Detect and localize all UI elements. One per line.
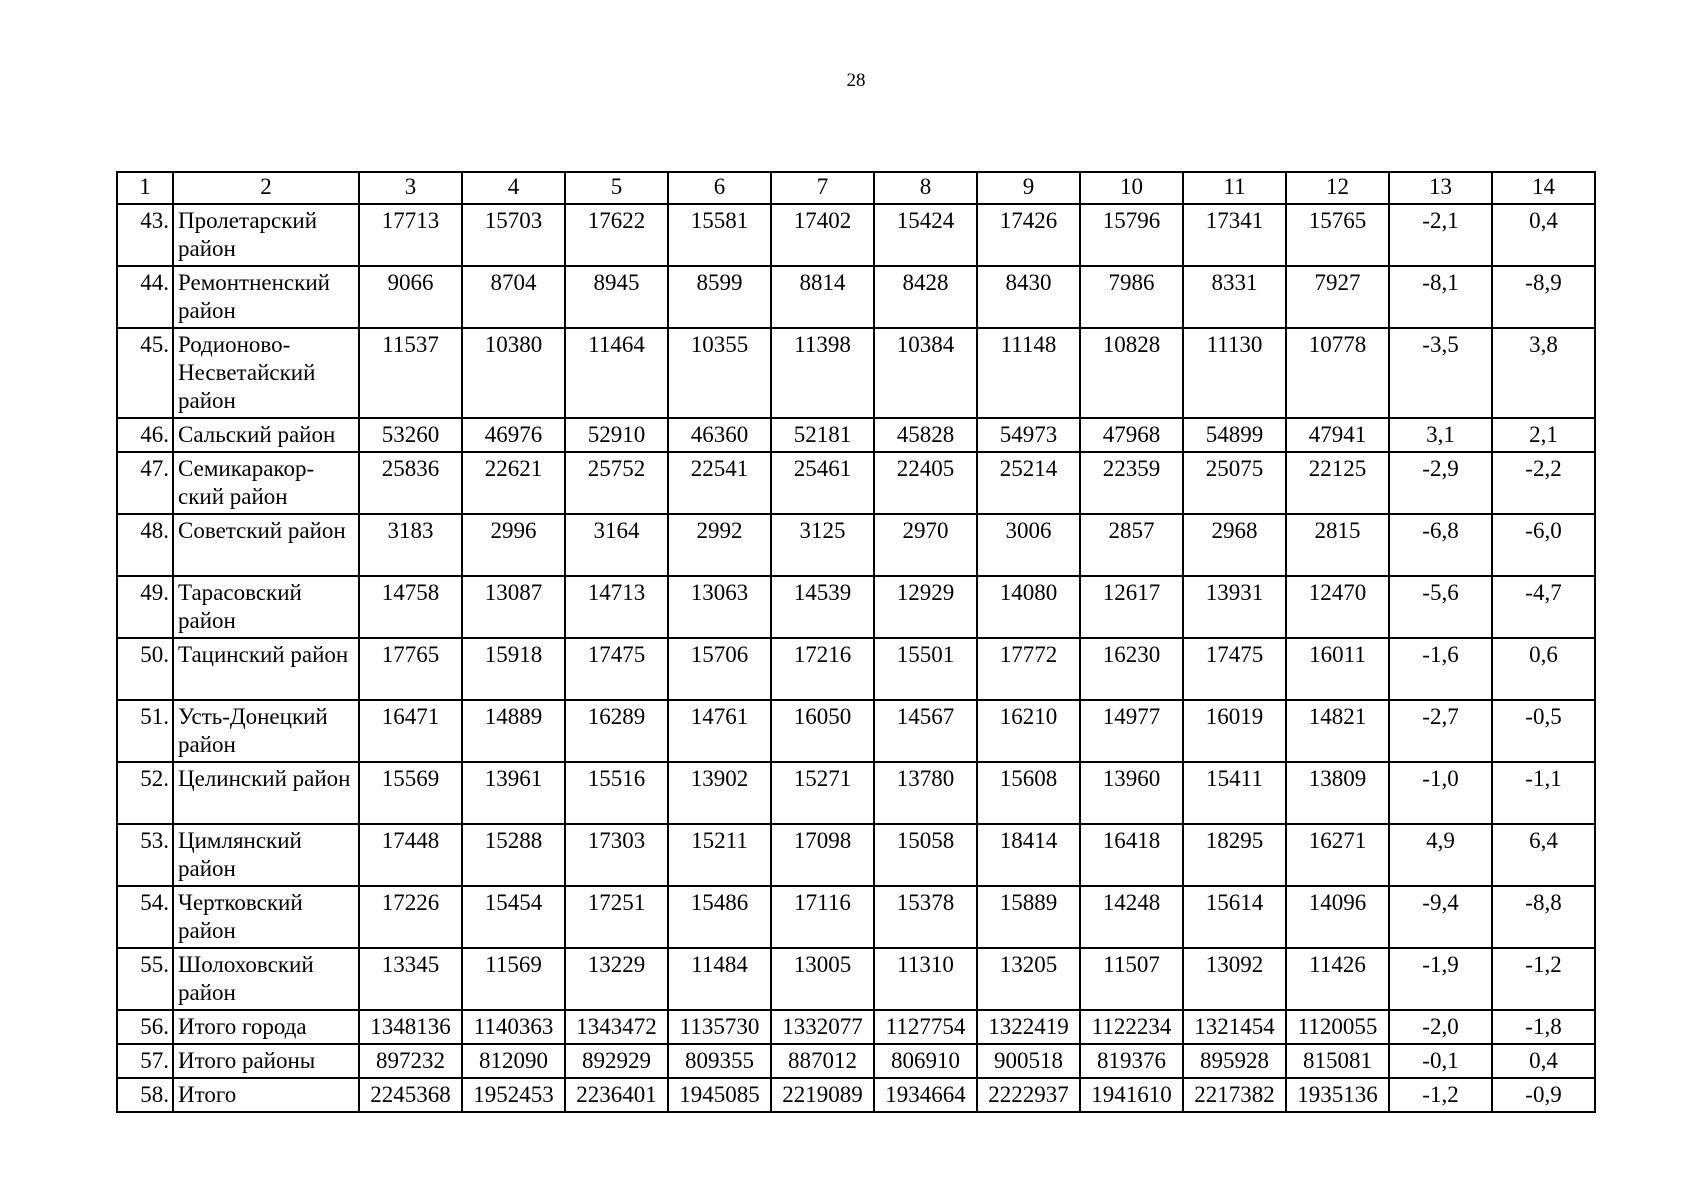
value-cell-col-9: 13205 bbox=[977, 948, 1080, 1010]
value-cell-col-5: 14713 bbox=[565, 576, 668, 638]
row-number-cell: 44. bbox=[117, 266, 173, 328]
value-cell-col-8: 14567 bbox=[874, 700, 977, 762]
value-cell-col-14: -4,7 bbox=[1492, 576, 1595, 638]
value-cell-col-13: -2,1 bbox=[1389, 204, 1492, 266]
value-cell-col-13: -2,9 bbox=[1389, 452, 1492, 514]
value-cell-col-11: 15411 bbox=[1183, 762, 1286, 824]
row-number-cell: 55. bbox=[117, 948, 173, 1010]
district-name-cell: Целинский район bbox=[173, 762, 359, 824]
value-cell-col-12: 14096 bbox=[1286, 886, 1389, 948]
value-cell-col-13: -8,1 bbox=[1389, 266, 1492, 328]
value-cell-col-4: 1952453 bbox=[462, 1078, 565, 1112]
value-cell-col-11: 13931 bbox=[1183, 576, 1286, 638]
value-cell-col-9: 54973 bbox=[977, 418, 1080, 452]
value-cell-col-14: -8,8 bbox=[1492, 886, 1595, 948]
value-cell-col-7: 16050 bbox=[771, 700, 874, 762]
table-header-row bbox=[117, 172, 1595, 204]
district-name-cell: Семикаракор-ский район bbox=[173, 452, 359, 514]
value-cell-col-10: 47968 bbox=[1080, 418, 1183, 452]
value-cell-col-13: -2,0 bbox=[1389, 1010, 1492, 1044]
value-cell-col-6: 15581 bbox=[668, 204, 771, 266]
row-number-cell: 52. bbox=[117, 762, 173, 824]
value-cell-col-11: 18295 bbox=[1183, 824, 1286, 886]
column-header-13: 13 bbox=[1389, 172, 1492, 204]
district-name-cell: Советский район bbox=[173, 514, 359, 576]
value-cell-col-9: 25214 bbox=[977, 452, 1080, 514]
value-cell-col-9: 16210 bbox=[977, 700, 1080, 762]
value-cell-col-4: 1140363 bbox=[462, 1010, 565, 1044]
value-cell-col-6: 11484 bbox=[668, 948, 771, 1010]
value-cell-col-12: 22125 bbox=[1286, 452, 1389, 514]
value-cell-col-11: 54899 bbox=[1183, 418, 1286, 452]
value-cell-col-9: 18414 bbox=[977, 824, 1080, 886]
value-cell-col-6: 22541 bbox=[668, 452, 771, 514]
table-row bbox=[117, 328, 1595, 418]
value-cell-col-10: 15796 bbox=[1080, 204, 1183, 266]
value-cell-col-13: -3,5 bbox=[1389, 328, 1492, 418]
value-cell-col-3: 14758 bbox=[359, 576, 462, 638]
value-cell-col-5: 3164 bbox=[565, 514, 668, 576]
value-cell-col-4: 15288 bbox=[462, 824, 565, 886]
value-cell-col-3: 17765 bbox=[359, 638, 462, 700]
column-header-11: 11 bbox=[1183, 172, 1286, 204]
value-cell-col-12: 16271 bbox=[1286, 824, 1389, 886]
value-cell-col-4: 8704 bbox=[462, 266, 565, 328]
value-cell-col-3: 17448 bbox=[359, 824, 462, 886]
value-cell-col-12: 2815 bbox=[1286, 514, 1389, 576]
value-cell-col-10: 1941610 bbox=[1080, 1078, 1183, 1112]
value-cell-col-9: 14080 bbox=[977, 576, 1080, 638]
value-cell-col-13: -1,0 bbox=[1389, 762, 1492, 824]
value-cell-col-9: 15608 bbox=[977, 762, 1080, 824]
value-cell-col-3: 17713 bbox=[359, 204, 462, 266]
value-cell-col-10: 7986 bbox=[1080, 266, 1183, 328]
value-cell-col-3: 3183 bbox=[359, 514, 462, 576]
value-cell-col-5: 25752 bbox=[565, 452, 668, 514]
value-cell-col-7: 15271 bbox=[771, 762, 874, 824]
value-cell-col-8: 22405 bbox=[874, 452, 977, 514]
value-cell-col-12: 11426 bbox=[1286, 948, 1389, 1010]
value-cell-col-11: 8331 bbox=[1183, 266, 1286, 328]
column-header-12: 12 bbox=[1286, 172, 1389, 204]
value-cell-col-8: 15058 bbox=[874, 824, 977, 886]
value-cell-col-14: 0,6 bbox=[1492, 638, 1595, 700]
column-header-8: 8 bbox=[874, 172, 977, 204]
value-cell-col-6: 10355 bbox=[668, 328, 771, 418]
value-cell-col-13: -1,9 bbox=[1389, 948, 1492, 1010]
value-cell-col-10: 10828 bbox=[1080, 328, 1183, 418]
table-row bbox=[117, 418, 1595, 452]
value-cell-col-7: 17116 bbox=[771, 886, 874, 948]
table-row bbox=[117, 762, 1595, 824]
value-cell-col-9: 15889 bbox=[977, 886, 1080, 948]
district-name-cell: Тарасовский район bbox=[173, 576, 359, 638]
value-cell-col-4: 15454 bbox=[462, 886, 565, 948]
column-header-3: 3 bbox=[359, 172, 462, 204]
value-cell-col-6: 13902 bbox=[668, 762, 771, 824]
value-cell-col-4: 46976 bbox=[462, 418, 565, 452]
table-row bbox=[117, 576, 1595, 638]
value-cell-col-13: -1,6 bbox=[1389, 638, 1492, 700]
value-cell-col-3: 11537 bbox=[359, 328, 462, 418]
district-name-cell: Ремонтненский район bbox=[173, 266, 359, 328]
district-name-cell: Родионово-Несветайский район bbox=[173, 328, 359, 418]
table-row bbox=[117, 700, 1595, 762]
value-cell-col-5: 2236401 bbox=[565, 1078, 668, 1112]
value-cell-col-9: 1322419 bbox=[977, 1010, 1080, 1044]
value-cell-col-11: 17341 bbox=[1183, 204, 1286, 266]
value-cell-col-3: 17226 bbox=[359, 886, 462, 948]
value-cell-col-3: 9066 bbox=[359, 266, 462, 328]
value-cell-col-13: 3,1 bbox=[1389, 418, 1492, 452]
value-cell-col-12: 15765 bbox=[1286, 204, 1389, 266]
value-cell-col-8: 1934664 bbox=[874, 1078, 977, 1112]
district-name-cell: Тацинский район bbox=[173, 638, 359, 700]
table-body bbox=[117, 172, 1595, 1112]
value-cell-col-5: 892929 bbox=[565, 1044, 668, 1078]
row-number-cell: 43. bbox=[117, 204, 173, 266]
table-row bbox=[117, 948, 1595, 1010]
table-row bbox=[117, 1044, 1595, 1078]
value-cell-col-9: 17772 bbox=[977, 638, 1080, 700]
row-number-cell: 50. bbox=[117, 638, 173, 700]
value-cell-col-5: 17303 bbox=[565, 824, 668, 886]
column-header-5: 5 bbox=[565, 172, 668, 204]
value-cell-col-10: 14977 bbox=[1080, 700, 1183, 762]
value-cell-col-6: 8599 bbox=[668, 266, 771, 328]
table-row bbox=[117, 266, 1595, 328]
value-cell-col-12: 12470 bbox=[1286, 576, 1389, 638]
value-cell-col-7: 3125 bbox=[771, 514, 874, 576]
value-cell-col-8: 806910 bbox=[874, 1044, 977, 1078]
value-cell-col-14: 0,4 bbox=[1492, 1044, 1595, 1078]
value-cell-col-9: 2222937 bbox=[977, 1078, 1080, 1112]
value-cell-col-6: 14761 bbox=[668, 700, 771, 762]
value-cell-col-12: 10778 bbox=[1286, 328, 1389, 418]
value-cell-col-8: 45828 bbox=[874, 418, 977, 452]
value-cell-col-9: 3006 bbox=[977, 514, 1080, 576]
data-table bbox=[116, 171, 1596, 1113]
value-cell-col-6: 1945085 bbox=[668, 1078, 771, 1112]
district-name-cell: Усть-Донецкий район bbox=[173, 700, 359, 762]
value-cell-col-7: 2219089 bbox=[771, 1078, 874, 1112]
value-cell-col-8: 2970 bbox=[874, 514, 977, 576]
value-cell-col-7: 17098 bbox=[771, 824, 874, 886]
value-cell-col-14: 6,4 bbox=[1492, 824, 1595, 886]
table-row bbox=[117, 886, 1595, 948]
value-cell-col-7: 17402 bbox=[771, 204, 874, 266]
value-cell-col-12: 13809 bbox=[1286, 762, 1389, 824]
value-cell-col-11: 13092 bbox=[1183, 948, 1286, 1010]
column-header-10: 10 bbox=[1080, 172, 1183, 204]
value-cell-col-4: 15918 bbox=[462, 638, 565, 700]
value-cell-col-6: 46360 bbox=[668, 418, 771, 452]
value-cell-col-9: 11148 bbox=[977, 328, 1080, 418]
value-cell-col-6: 15706 bbox=[668, 638, 771, 700]
value-cell-col-8: 15501 bbox=[874, 638, 977, 700]
value-cell-col-6: 15211 bbox=[668, 824, 771, 886]
value-cell-col-6: 15486 bbox=[668, 886, 771, 948]
value-cell-col-10: 11507 bbox=[1080, 948, 1183, 1010]
value-cell-col-4: 13961 bbox=[462, 762, 565, 824]
row-number-cell: 53. bbox=[117, 824, 173, 886]
value-cell-col-10: 22359 bbox=[1080, 452, 1183, 514]
value-cell-col-7: 8814 bbox=[771, 266, 874, 328]
value-cell-col-14: -6,0 bbox=[1492, 514, 1595, 576]
value-cell-col-11: 895928 bbox=[1183, 1044, 1286, 1078]
value-cell-col-5: 16289 bbox=[565, 700, 668, 762]
value-cell-col-12: 7927 bbox=[1286, 266, 1389, 328]
value-cell-col-14: -0,9 bbox=[1492, 1078, 1595, 1112]
column-header-9: 9 bbox=[977, 172, 1080, 204]
row-number-cell: 54. bbox=[117, 886, 173, 948]
value-cell-col-3: 16471 bbox=[359, 700, 462, 762]
value-cell-col-5: 17475 bbox=[565, 638, 668, 700]
district-name-cell: Цимлянский район bbox=[173, 824, 359, 886]
value-cell-col-3: 15569 bbox=[359, 762, 462, 824]
district-name-cell: Итого районы bbox=[173, 1044, 359, 1078]
value-cell-col-4: 13087 bbox=[462, 576, 565, 638]
value-cell-col-11: 11130 bbox=[1183, 328, 1286, 418]
value-cell-col-3: 2245368 bbox=[359, 1078, 462, 1112]
row-number-cell: 46. bbox=[117, 418, 173, 452]
value-cell-col-4: 812090 bbox=[462, 1044, 565, 1078]
value-cell-col-14: -8,9 bbox=[1492, 266, 1595, 328]
district-name-cell: Итого города bbox=[173, 1010, 359, 1044]
district-name-cell: Сальский район bbox=[173, 418, 359, 452]
value-cell-col-6: 1135730 bbox=[668, 1010, 771, 1044]
value-cell-col-7: 13005 bbox=[771, 948, 874, 1010]
value-cell-col-10: 14248 bbox=[1080, 886, 1183, 948]
value-cell-col-13: -6,8 bbox=[1389, 514, 1492, 576]
value-cell-col-6: 13063 bbox=[668, 576, 771, 638]
row-number-cell: 49. bbox=[117, 576, 173, 638]
value-cell-col-8: 15424 bbox=[874, 204, 977, 266]
value-cell-col-12: 1935136 bbox=[1286, 1078, 1389, 1112]
value-cell-col-3: 53260 bbox=[359, 418, 462, 452]
value-cell-col-12: 14821 bbox=[1286, 700, 1389, 762]
column-header-14: 14 bbox=[1492, 172, 1595, 204]
column-header-2: 2 bbox=[173, 172, 359, 204]
value-cell-col-5: 1343472 bbox=[565, 1010, 668, 1044]
value-cell-col-11: 17475 bbox=[1183, 638, 1286, 700]
column-header-4: 4 bbox=[462, 172, 565, 204]
value-cell-col-8: 12929 bbox=[874, 576, 977, 638]
value-cell-col-3: 13345 bbox=[359, 948, 462, 1010]
value-cell-col-4: 22621 bbox=[462, 452, 565, 514]
value-cell-col-11: 15614 bbox=[1183, 886, 1286, 948]
value-cell-col-5: 11464 bbox=[565, 328, 668, 418]
table-row bbox=[117, 514, 1595, 576]
value-cell-col-8: 13780 bbox=[874, 762, 977, 824]
table-row bbox=[117, 204, 1595, 266]
value-cell-col-5: 52910 bbox=[565, 418, 668, 452]
district-name-cell: Пролетарский район bbox=[173, 204, 359, 266]
value-cell-col-5: 17251 bbox=[565, 886, 668, 948]
value-cell-col-14: 2,1 bbox=[1492, 418, 1595, 452]
value-cell-col-7: 887012 bbox=[771, 1044, 874, 1078]
value-cell-col-10: 12617 bbox=[1080, 576, 1183, 638]
row-number-cell: 48. bbox=[117, 514, 173, 576]
value-cell-col-9: 8430 bbox=[977, 266, 1080, 328]
value-cell-col-9: 900518 bbox=[977, 1044, 1080, 1078]
value-cell-col-7: 1332077 bbox=[771, 1010, 874, 1044]
page-number: 28 bbox=[846, 70, 866, 91]
value-cell-col-8: 8428 bbox=[874, 266, 977, 328]
value-cell-col-13: -1,2 bbox=[1389, 1078, 1492, 1112]
value-cell-col-3: 25836 bbox=[359, 452, 462, 514]
value-cell-col-6: 809355 bbox=[668, 1044, 771, 1078]
row-number-cell: 47. bbox=[117, 452, 173, 514]
value-cell-col-14: -1,2 bbox=[1492, 948, 1595, 1010]
value-cell-col-10: 16230 bbox=[1080, 638, 1183, 700]
value-cell-col-4: 11569 bbox=[462, 948, 565, 1010]
district-name-cell: Шолоховский район bbox=[173, 948, 359, 1010]
value-cell-col-11: 25075 bbox=[1183, 452, 1286, 514]
table-row bbox=[117, 1078, 1595, 1112]
value-cell-col-7: 52181 bbox=[771, 418, 874, 452]
table-row bbox=[117, 638, 1595, 700]
district-name-cell: Чертковский район bbox=[173, 886, 359, 948]
value-cell-col-12: 47941 bbox=[1286, 418, 1389, 452]
table-row bbox=[117, 1010, 1595, 1044]
column-header-1: 1 bbox=[117, 172, 173, 204]
row-number-cell: 57. bbox=[117, 1044, 173, 1078]
value-cell-col-8: 10384 bbox=[874, 328, 977, 418]
value-cell-col-4: 2996 bbox=[462, 514, 565, 576]
value-cell-col-10: 16418 bbox=[1080, 824, 1183, 886]
value-cell-col-7: 25461 bbox=[771, 452, 874, 514]
value-cell-col-12: 1120055 bbox=[1286, 1010, 1389, 1044]
value-cell-col-7: 17216 bbox=[771, 638, 874, 700]
value-cell-col-13: -9,4 bbox=[1389, 886, 1492, 948]
value-cell-col-4: 10380 bbox=[462, 328, 565, 418]
value-cell-col-8: 15378 bbox=[874, 886, 977, 948]
value-cell-col-14: -1,1 bbox=[1492, 762, 1595, 824]
value-cell-col-9: 17426 bbox=[977, 204, 1080, 266]
row-number-cell: 51. bbox=[117, 700, 173, 762]
value-cell-col-13: -0,1 bbox=[1389, 1044, 1492, 1078]
value-cell-col-8: 11310 bbox=[874, 948, 977, 1010]
value-cell-col-5: 17622 bbox=[565, 204, 668, 266]
value-cell-col-8: 1127754 bbox=[874, 1010, 977, 1044]
value-cell-col-10: 819376 bbox=[1080, 1044, 1183, 1078]
value-cell-col-7: 14539 bbox=[771, 576, 874, 638]
value-cell-col-6: 2992 bbox=[668, 514, 771, 576]
value-cell-col-14: -1,8 bbox=[1492, 1010, 1595, 1044]
value-cell-col-3: 1348136 bbox=[359, 1010, 462, 1044]
value-cell-col-5: 8945 bbox=[565, 266, 668, 328]
value-cell-col-10: 1122234 bbox=[1080, 1010, 1183, 1044]
column-header-6: 6 bbox=[668, 172, 771, 204]
value-cell-col-5: 15516 bbox=[565, 762, 668, 824]
value-cell-col-11: 2968 bbox=[1183, 514, 1286, 576]
value-cell-col-10: 13960 bbox=[1080, 762, 1183, 824]
value-cell-col-13: 4,9 bbox=[1389, 824, 1492, 886]
value-cell-col-13: -5,6 bbox=[1389, 576, 1492, 638]
value-cell-col-13: -2,7 bbox=[1389, 700, 1492, 762]
value-cell-col-11: 2217382 bbox=[1183, 1078, 1286, 1112]
value-cell-col-3: 897232 bbox=[359, 1044, 462, 1078]
value-cell-col-4: 14889 bbox=[462, 700, 565, 762]
value-cell-col-14: -0,5 bbox=[1492, 700, 1595, 762]
value-cell-col-5: 13229 bbox=[565, 948, 668, 1010]
row-number-cell: 56. bbox=[117, 1010, 173, 1044]
district-name-cell: Итого bbox=[173, 1078, 359, 1112]
table-row bbox=[117, 452, 1595, 514]
row-number-cell: 58. bbox=[117, 1078, 173, 1112]
value-cell-col-14: 3,8 bbox=[1492, 328, 1595, 418]
value-cell-col-10: 2857 bbox=[1080, 514, 1183, 576]
value-cell-col-4: 15703 bbox=[462, 204, 565, 266]
value-cell-col-12: 16011 bbox=[1286, 638, 1389, 700]
value-cell-col-14: -2,2 bbox=[1492, 452, 1595, 514]
value-cell-col-12: 815081 bbox=[1286, 1044, 1389, 1078]
value-cell-col-7: 11398 bbox=[771, 328, 874, 418]
table-row bbox=[117, 824, 1595, 886]
column-header-7: 7 bbox=[771, 172, 874, 204]
value-cell-col-11: 16019 bbox=[1183, 700, 1286, 762]
value-cell-col-11: 1321454 bbox=[1183, 1010, 1286, 1044]
row-number-cell: 45. bbox=[117, 328, 173, 418]
value-cell-col-14: 0,4 bbox=[1492, 204, 1595, 266]
